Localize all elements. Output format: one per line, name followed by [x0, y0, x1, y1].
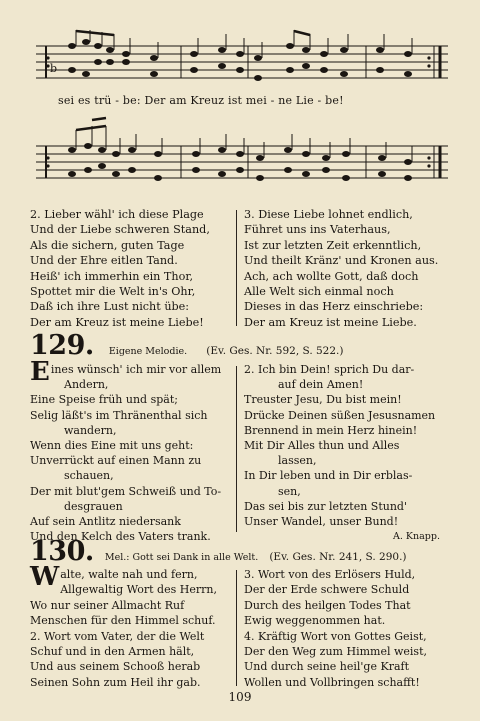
hymn-130-header — [30, 536, 407, 567]
verse-line: wandern, — [64, 423, 117, 437]
verse-line: Und der Ehre eitlen Tand. — [30, 254, 178, 268]
column-divider — [236, 366, 237, 532]
hymn-reference: (Ev. Ges. Nr. 592, S. 522.) — [206, 345, 344, 357]
verse-line: Seinen Sohn zum Heil ihr gab. — [30, 675, 201, 689]
hymn-melody: Eigene Melodie. — [108, 346, 188, 357]
hymn-reference: (Ev. Ges. Nr. 241, S. 290.) — [269, 551, 407, 563]
verse-line: desgrauen — [64, 499, 123, 513]
verse-line: Auf sein Antlitz niedersank — [30, 515, 181, 529]
verse-line: Unser Wandel, unser Bund! — [244, 515, 399, 529]
hymn-melody: Mel.: Gott sei Dank in alle Welt. — [104, 552, 259, 563]
verse-line: Spottet mir die Welt in's Ohr, — [30, 285, 196, 299]
verse-line: Und aus seinem Schooß herab — [30, 660, 201, 674]
verse-line: schauen, — [64, 469, 114, 483]
verse-line: 4. Kräftig Wort von Gottes Geist, — [244, 629, 427, 643]
column-divider — [236, 210, 237, 326]
verse-line: 2. Wort vom Vater, der die Welt — [30, 629, 205, 643]
hymn-number: 129. — [30, 330, 94, 361]
music-staff-top — [36, 28, 448, 90]
verse-line: Als die sichern, guten Tage — [30, 238, 185, 252]
verse-line: Der mit blut'gem Schweiß und To- — [30, 484, 222, 498]
hymn-129-header — [30, 330, 343, 361]
verse-line: Menschen für den Himmel schuf. — [30, 614, 216, 628]
verse-line: Und durch seine heil'ge Kraft — [244, 660, 410, 674]
verse-line: auf dein Amen! — [278, 378, 364, 392]
verse-line: lassen, — [278, 454, 317, 468]
column-divider — [236, 570, 237, 686]
verse-line: 2. Ich bin Dein! sprich Du dar- — [244, 363, 415, 376]
verse-line: ines wünsch' ich mir vor allem — [50, 363, 222, 376]
verse-line: Ist zur letzten Zeit erkenntlich, — [244, 238, 422, 252]
stanza-2-left — [30, 207, 210, 330]
hymn-129-stanza-2 — [244, 362, 444, 544]
verse-line: Wenn dies Eine mit uns geht: — [30, 439, 194, 453]
verse-line: 3. Diese Liebe lohnet endlich, — [244, 208, 413, 221]
hymn-129-stanza-1 — [30, 357, 222, 544]
verse-line: Wo nur seiner Allmacht Ruf — [30, 598, 185, 612]
verse-line: Das sei bis zur letzten Stund' — [244, 499, 407, 513]
verse-line: Der der Erde schwere Schuld — [244, 583, 410, 597]
verse-line: Der am Kreuz ist meine Liebe. — [244, 315, 417, 329]
verse-line: Ach, ach wollte Gott, daß doch — [244, 269, 419, 283]
verse-line: Daß ich ihre Lust nicht übe: — [30, 300, 190, 314]
verse-line: Unverrückt auf einen Mann zu — [30, 454, 202, 468]
verse-line: Und der Liebe schweren Stand, — [30, 223, 210, 237]
music-staff-bottom — [36, 112, 448, 192]
hymn-130-right — [244, 567, 427, 690]
verse-line: Und den Kelch des Vaters trank. — [30, 530, 211, 544]
verse-line: In Dir leben und in Dir erblas- — [244, 469, 413, 483]
stanza-3-right — [244, 207, 438, 330]
verse-line: Der den Weg zum Himmel weist, — [244, 645, 427, 659]
verse-line: Durch des heilgen Todes That — [244, 598, 411, 612]
svg-text:b: b — [50, 62, 58, 75]
verse-line: 3. Wort von des Erlösers Huld, — [244, 568, 416, 581]
drop-cap: W — [30, 562, 60, 592]
verse-line: 2. Lieber wähl' ich diese Plage — [30, 208, 204, 221]
verse-line: Schuf und in den Armen hält, — [30, 645, 195, 659]
verse-line: alte, walte nah und fern, — [60, 568, 198, 581]
drop-cap: E — [30, 357, 50, 387]
verse-line: Andern, — [64, 378, 109, 392]
author-attribution: A. Knapp. — [393, 531, 440, 543]
verse-line: Und theilt Kränz' und Kronen aus. — [244, 254, 439, 268]
verse-line: Der am Kreuz ist meine Liebe! — [30, 315, 204, 329]
verse-line: Heiß' ich immerhin ein Thor, — [30, 269, 194, 283]
verse-line: Brennend in mein Herz hinein! — [244, 423, 418, 437]
lyric-line: sei es trü - be: Der am Kreuz ist mei - ne Lie - be! — [58, 94, 344, 107]
verse-line: sen, — [278, 484, 301, 498]
verse-line: Ewig weggenommen hat. — [244, 614, 386, 628]
page-number: 109 — [228, 690, 252, 704]
verse-line: Alle Welt sich einmal noch — [244, 285, 394, 299]
verse-line: Führet uns ins Vaterhaus, — [244, 223, 391, 237]
verse-line: Eine Speise früh und spät; — [30, 393, 178, 407]
verse-line: Wollen und Vollbringen schafft! — [244, 675, 420, 689]
hymn-130-left — [30, 562, 217, 690]
verse-line: Mit Dir Alles thun und Alles — [244, 439, 400, 453]
verse-line: Dieses in das Herz einschriebe: — [244, 300, 424, 314]
verse-line: Drücke Deinen süßen Jesusnamen — [244, 408, 436, 422]
hymn-number: 130. — [30, 536, 94, 567]
verse-line: Allgewaltig Wort des Herrn, — [60, 583, 217, 597]
verse-line: Selig läßt's im Thränenthal sich — [30, 408, 208, 422]
verse-line: Treuster Jesu, Du bist mein! — [244, 393, 402, 407]
